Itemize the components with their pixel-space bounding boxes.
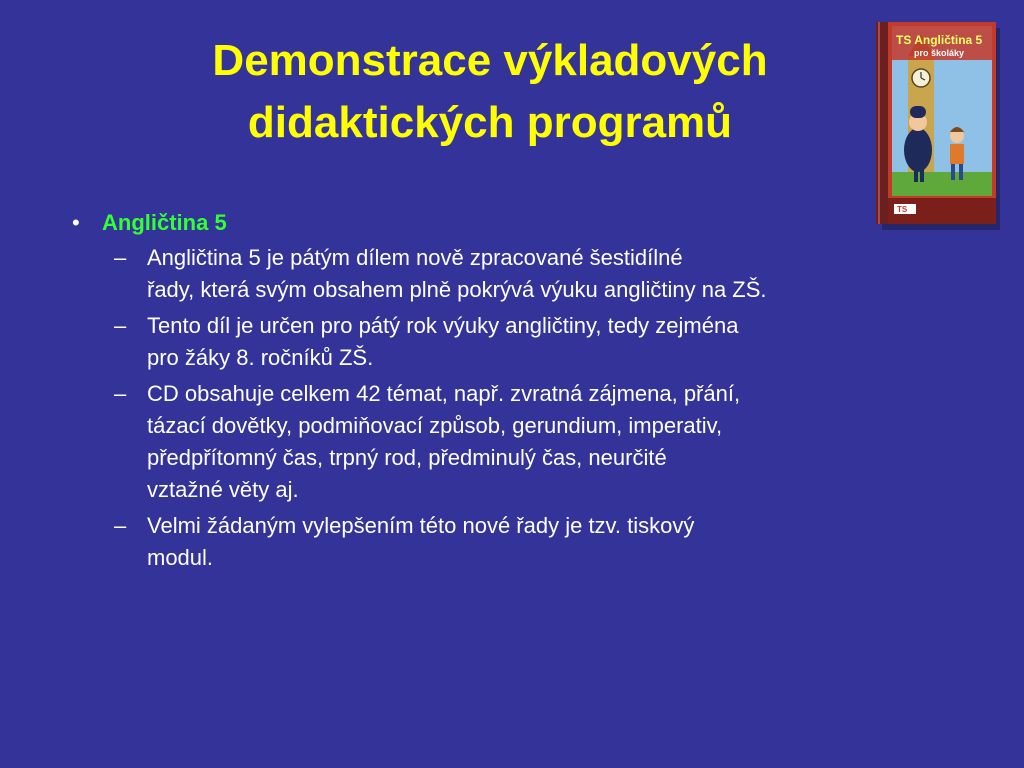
sub-item bbox=[114, 310, 972, 374]
sub-item-line: pro žáky 8. ročníků ZŠ. bbox=[147, 345, 374, 370]
slide-content bbox=[72, 208, 972, 578]
dash-marker: – bbox=[114, 381, 127, 406]
title-line-1: Demonstrace výkladových bbox=[212, 36, 768, 85]
sub-item-line: CD obsahuje celkem 42 témat, např. zvratná zájmena, přání, bbox=[147, 381, 741, 406]
bullet-marker: • bbox=[72, 210, 80, 235]
sub-item-line: tázací dovětky, podmiňovací způsob, gerundium, imperativ, bbox=[147, 413, 723, 438]
slide-title bbox=[100, 30, 880, 154]
sub-item-line: předpřítomný čas, trpný rod, předminulý čas, neurčité bbox=[147, 445, 667, 470]
cover-title: TS Angličtina 5 bbox=[896, 33, 983, 47]
sub-item-line: Angličtina 5 je pátým dílem nově zpracované šestidílné bbox=[147, 245, 683, 270]
cover-badge: TS bbox=[897, 205, 908, 214]
dash-marker: – bbox=[114, 513, 127, 538]
dash-marker: – bbox=[114, 245, 127, 270]
sub-item bbox=[114, 510, 972, 574]
sub-item-line: modul. bbox=[147, 545, 214, 570]
title-line-2: didaktických programů bbox=[247, 98, 733, 147]
dash-marker: – bbox=[114, 313, 127, 338]
cover-subtitle: pro školáky bbox=[914, 48, 965, 58]
bullet-text: Angličtina 5 bbox=[102, 210, 227, 235]
bullet-item bbox=[72, 208, 972, 242]
sub-item-line: řady, která svým obsahem plně pokrývá výuku angličtiny na ZŠ. bbox=[147, 277, 767, 302]
sub-item-line: vztažné věty aj. bbox=[147, 477, 299, 502]
cd-box-cover-image bbox=[876, 22, 1000, 230]
sub-item-line: Tento díl je určen pro pátý rok výuky angličtiny, tedy zejména bbox=[147, 313, 739, 338]
sub-item bbox=[114, 378, 972, 506]
sub-item-line: Velmi žádaným vylepšením této nové řady je tzv. tiskový bbox=[147, 513, 695, 538]
sub-item bbox=[114, 242, 972, 306]
